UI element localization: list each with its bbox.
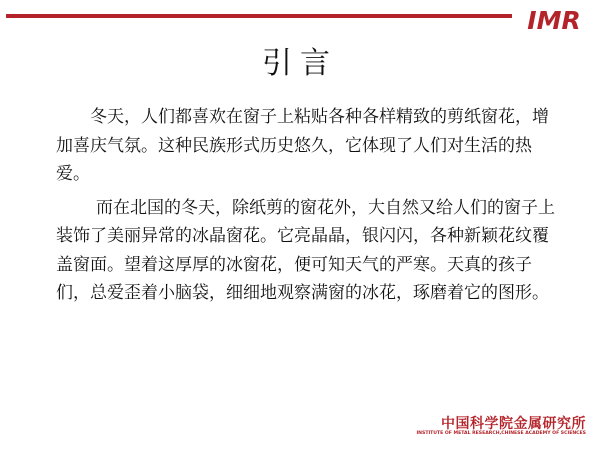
- paragraph-2: 而在北国的冬天，除纸剪的窗花外，大自然又给人们的窗子上装饰了美丽异常的冰晶窗花。它亮晶晶，银闪闪，各种新颖花纹覆盖窗面。望着这厚厚的冰窗花，便可知天气的严寒。天真的孩子们，总爱歪着小脑袋，细细地观察满窗的冰花，琢磨着它的图形。: [56, 197, 555, 303]
- paragraph-1: 冬天，人们都喜欢在窗子上粘贴各种各样精致的剪纸窗花，增加喜庆气氛。这种民族形式历史悠久，它体现了人们对生活的热爱。: [56, 107, 549, 184]
- institute-name-cn: 中国科学院金属研究所: [441, 416, 586, 432]
- header-rule: [6, 14, 512, 18]
- slide-body: [56, 103, 556, 313]
- institute-name-en: INSTITUTE OF METAL RESEARCH,CHINESE ACADEMY OF SCIENCES: [416, 431, 586, 436]
- logo-text: IMR: [527, 6, 581, 35]
- slide-title: 引言: [262, 46, 338, 81]
- imr-logo: [514, 3, 594, 35]
